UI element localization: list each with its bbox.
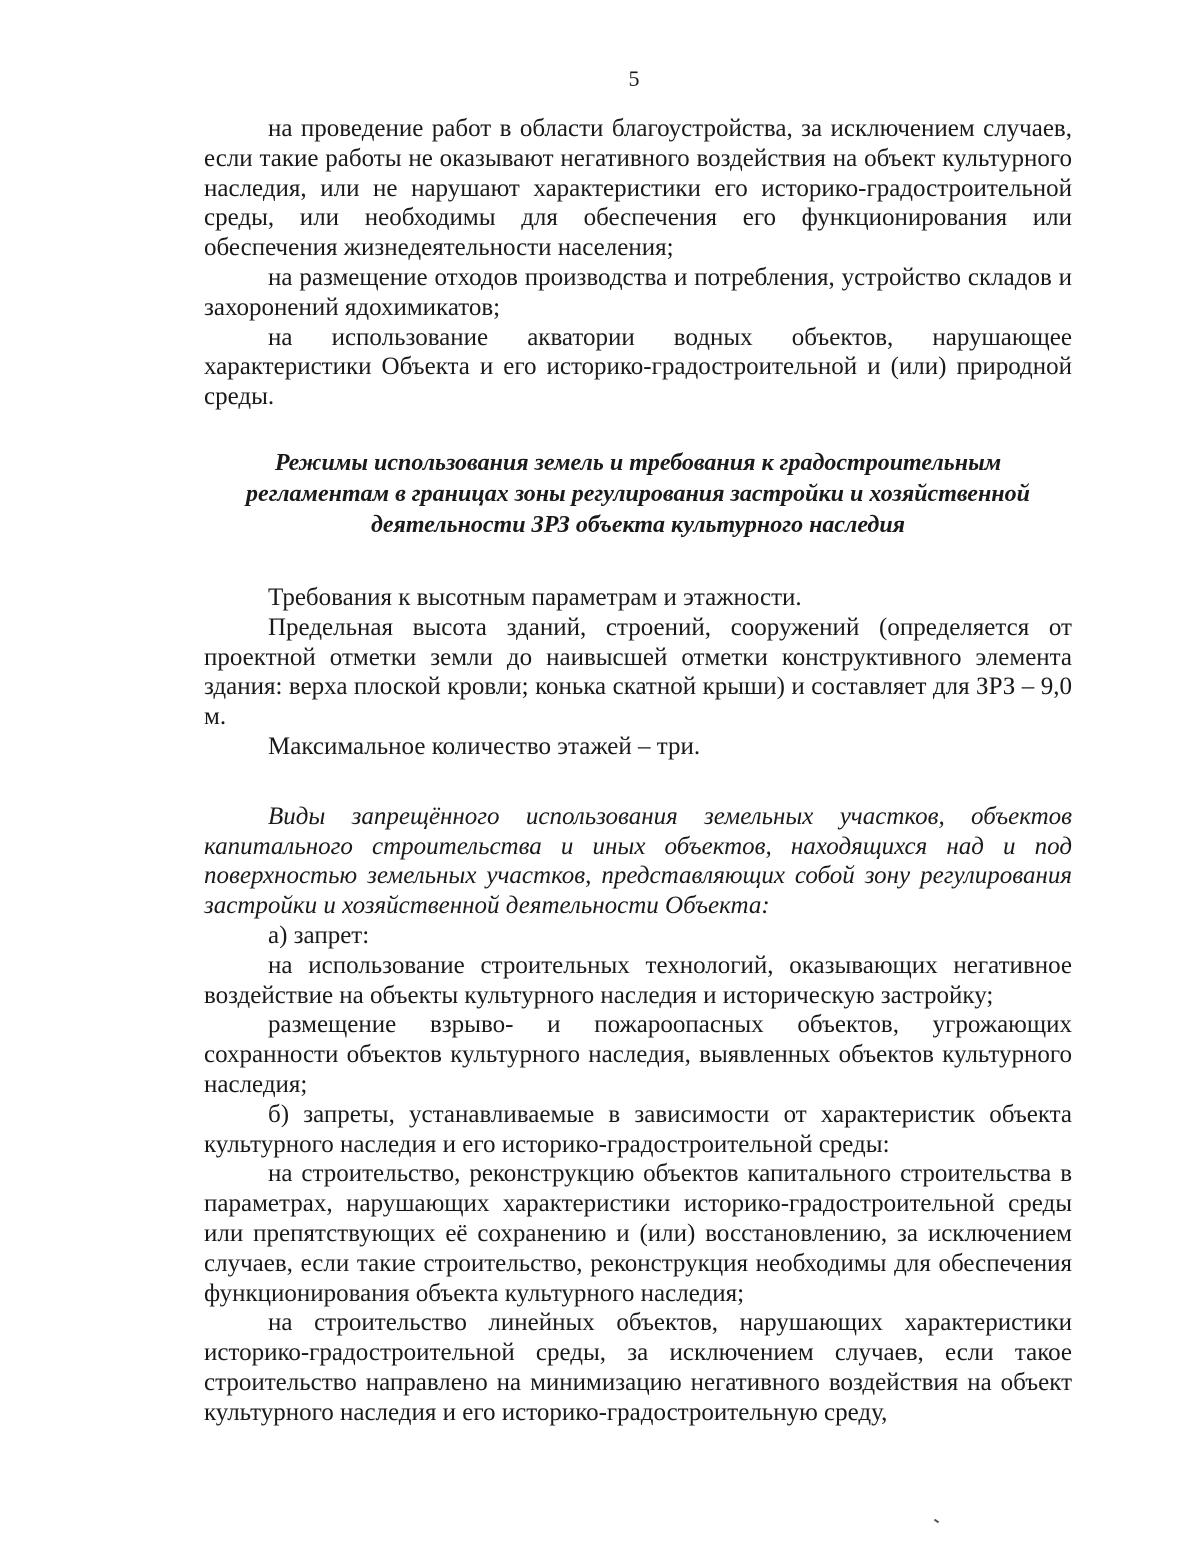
paragraph-landscaping-ban: на проведение работ в области благоустройства, за исключением случаев, если такие работы не оказывают негативного воздействия на объект культурного наследия, или не нарушают характеристики его историко-градостроительной среды, или необходимы для обеспечения его функционирования или обеспечения жизнедеятельности населения; <box>204 115 1072 262</box>
paragraph-linear-objects-ban: на строительство линейных объектов, нарушающих характеристики историко-градостроительной среды, за исключением случаев, если такое строительство направлено на минимизацию негативного воздействия на объект культурного наследия и его историко-градостроительную среду, <box>204 1309 1072 1426</box>
page-number: 5 <box>628 66 640 91</box>
scan-speck <box>934 1519 939 1524</box>
paragraph-height-requirements: Требования к высотным параметрам и этажности. <box>268 583 802 611</box>
paragraph-waste-ban: на размещение отходов производства и потребления, устройство складов и захоронений ядохимикатов; <box>204 263 1072 321</box>
paragraph-construction-ban: на строительство, реконструкцию объектов капитального строительства в параметрах, нарушающих характеристики историко-градостроительной среды или препятствующих её сохранению и (или) восстановлению, за исключением случаев, если такие строительство, реконструкция необходимы для обеспечения функционирования объекта культурного наследия; <box>204 1160 1072 1307</box>
spacer <box>204 762 1072 802</box>
paragraph-explosive-objects-ban: размещение взрыво- и пожароопасных объектов, угрожающих сохранности объектов культурного наследия, выявленных объектов культурного наследия; <box>204 1011 1072 1098</box>
paragraph-technologies-ban: на использование строительных технологий, оказывающих негативное воздействие на объекты культурного наследия и историческую застройку; <box>204 951 1072 1009</box>
paragraph-item-a: а) запрет: <box>268 921 370 949</box>
paragraph-max-floors: Максимальное количество этажей – три. <box>268 732 701 760</box>
paragraph-item-b: б) запреты, устанавливаемые в зависимости от характеристик объекта культурного наследия и его историко-градостроительной среды: <box>204 1100 1072 1158</box>
paragraph-max-height: Предельная высота зданий, строений, сооружений (определяется от проектной отметки земли до наивысшей отметки конструктивного элемента здания: верха плоской кровли; конька скатной крыши) и составляет для ЗРЗ – 9,0 м. <box>204 613 1072 731</box>
spacer <box>204 412 1072 448</box>
paragraph-water-area-ban: на использование акватории водных объектов, нарушающее характеристики Объекта и его историко-градостроительной и (или) природной среды. <box>204 323 1072 411</box>
spacer <box>204 541 1072 583</box>
section-heading: Режимы использования земель и требования к градостроительным регламентам в границах зоны регулирования застройки и хозяйственной деятельности ЗРЗ объекта культурного наследия <box>246 449 1030 538</box>
paragraph-prohibited-uses: Виды запрещённого использования земельных участков, объектов капитального строительства и иных объектов, находящихся над и под поверхностью земельных участков, представляющих собой зону регулирования застройки и хозяйственной деятельности Объекта: <box>204 802 1072 920</box>
document-body <box>204 114 1072 1427</box>
